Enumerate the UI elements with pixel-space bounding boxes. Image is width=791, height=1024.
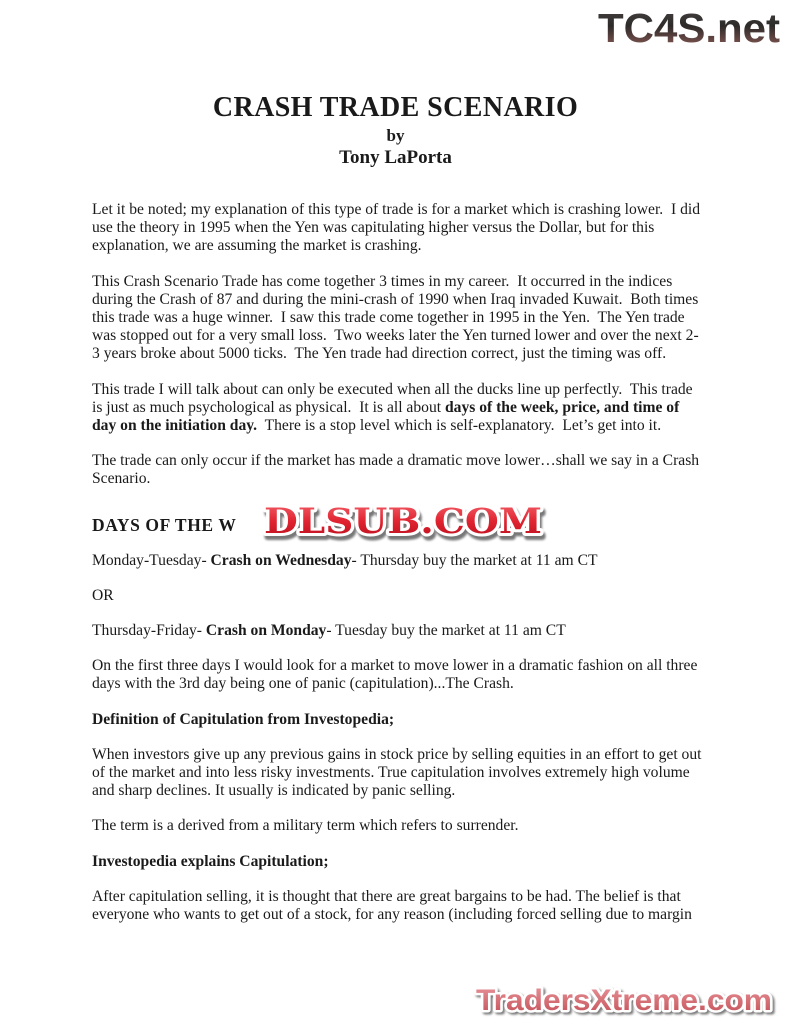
- title-block: [0, 92, 791, 169]
- paragraph-text: - Thursday buy the market at 11 am CT: [351, 551, 598, 569]
- dlsub-watermark: [256, 496, 551, 544]
- paragraph-text: - Tuesday buy the market at 11 am CT: [326, 622, 566, 640]
- paragraph: [92, 452, 706, 488]
- heading-text: Definition of Capitulation from Investopedia;: [92, 710, 395, 728]
- paragraph-bold-text: days of the week, price, and time of day on the initiation day.: [92, 398, 684, 435]
- paragraph-text: There is a stop level which is self-explanatory. Let’s get into it.: [257, 417, 662, 435]
- document-body: [92, 201, 706, 941]
- paragraph: [92, 273, 706, 364]
- heading-text: Investopedia explains Capitulation;: [92, 852, 329, 870]
- tradersxtreme-logo: [468, 977, 780, 1021]
- paragraph-text: This trade I will talk about can only be executed when all the ducks line up perfectly. This trade is just as much psychological as physical. It is all about: [92, 380, 697, 416]
- title-author: Tony LaPorta: [339, 147, 452, 169]
- days-of-week-heading: DAYS OF THE W: [92, 514, 237, 535]
- tc4s-logo: [556, 2, 786, 52]
- paragraph: [92, 552, 706, 570]
- paragraph-text: After capitulation selling, it is thought that there are great bargains to be had. The belief is that everyone who wants to get out of a stock, for any reason (including forced selling due to margin: [92, 887, 692, 924]
- paragraph: [92, 201, 706, 256]
- paragraph-text: Monday-Tuesday-: [92, 551, 211, 569]
- paragraph-text: This Crash Scenario Trade has come together 3 times in my career. It occurred in the indices during the Crash of 87 and during the mini-crash of 1990 when Iraq invaded Kuwait. Both times this trade was a huge winner. I saw this trade come together in 1995 in the Yen. The Yen trade was stopped out for a very small loss. Two weeks later the Yen turned lower and over the next 2-3 years broke about 5000 ticks. The Yen trade had direction correct, just the timing was off.: [92, 272, 703, 363]
- paragraph-text: Let it be noted; my explanation of this type of trade is for a market which is crashing lower. I did use the theory in 1995 when the Yen was capitulating higher versus the Dollar, but for this explanation, we are assuming the market is crashing.: [92, 201, 704, 255]
- tc4s-logo-text: TC4S.net: [598, 5, 781, 51]
- paragraph: [92, 381, 706, 436]
- paragraph-text: On the first three days I would look for a market to move lower in a dramatic fashion on all three days with the 3rd day being one of panic (capitulation)...The Crash.: [92, 657, 702, 693]
- page-title: CRASH TRADE SCENARIO: [212, 92, 579, 123]
- paragraph-bold-text: Crash on Monday: [205, 622, 327, 640]
- paragraph: [92, 587, 706, 605]
- paragraph: [92, 817, 706, 835]
- tradersxtreme-logo-text: TradersXtreme.com: [476, 984, 772, 1017]
- paragraph: [92, 888, 706, 924]
- paragraph-bold-text: Crash on Wednesday: [210, 551, 352, 569]
- paragraph-text: Thursday-Friday-: [92, 622, 206, 640]
- paragraph-text: The trade can only occur if the market has made a dramatic move lower…shall we say in a Crash Scenario.: [92, 452, 703, 488]
- paragraph-text: OR: [92, 586, 114, 604]
- section-heading-days-row: [92, 500, 706, 546]
- paragraph-text: The term is a derived from a military term which refers to surrender.: [92, 817, 519, 835]
- definition-heading: [92, 711, 706, 729]
- paragraph: [92, 657, 706, 693]
- paragraph-text: When investors give up any previous gains in stock price by selling equities in an effort to get out of the market and into less risky investments. True capitulation involves extremely high volume and sharp declines. It usually is indicated by panic selling.: [92, 745, 706, 800]
- dlsub-watermark-text: DLSUB.COM: [264, 500, 542, 542]
- explains-heading: [92, 853, 706, 871]
- paragraph: [92, 746, 706, 801]
- paragraph: [92, 622, 706, 640]
- title-by: by: [386, 126, 405, 146]
